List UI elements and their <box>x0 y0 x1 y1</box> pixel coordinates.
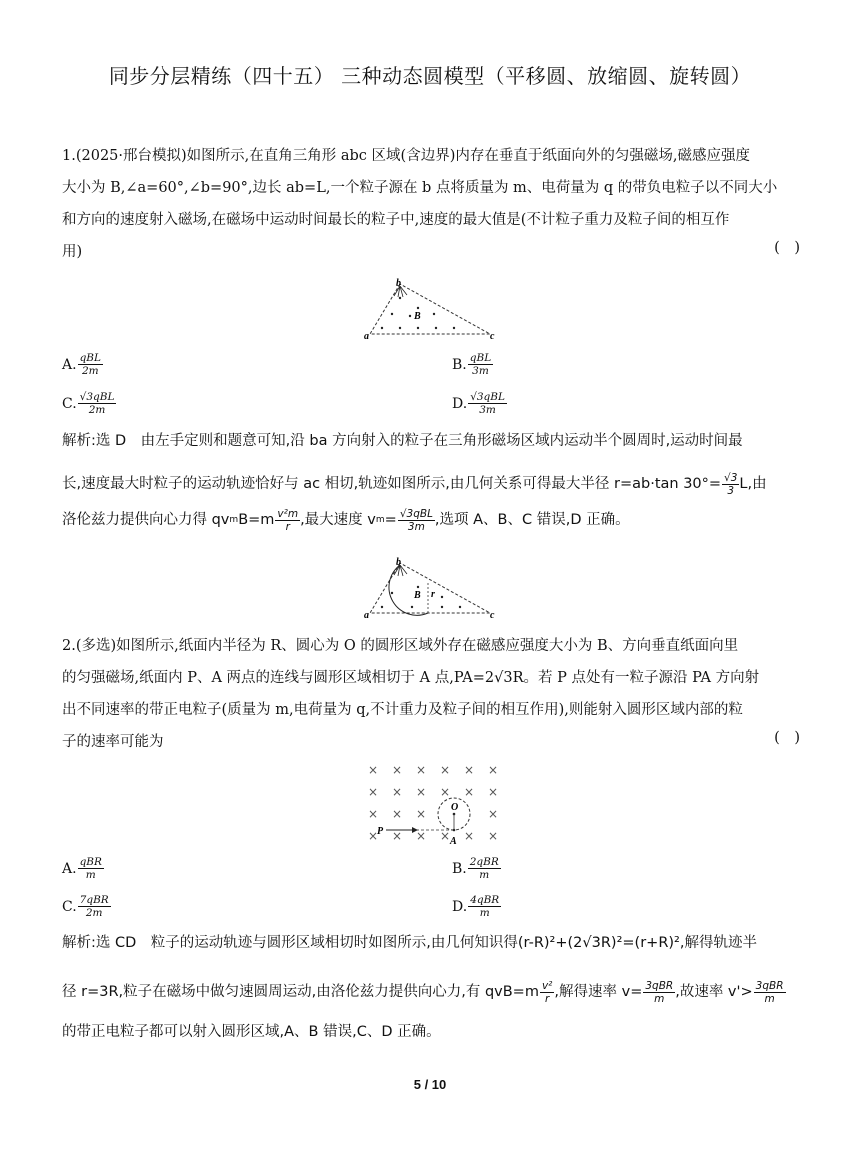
option-fraction <box>78 856 104 881</box>
q1-line-3: 和方向的速度射入磁场,在磁场中运动时间最长的粒子中,速度的最大值是(不计粒子重力及粒子间的相互作 <box>62 212 730 228</box>
q2-answer-bracket: ( ) <box>774 730 800 746</box>
text-run: 洛伦兹力提供向心力得 qv <box>62 512 230 528</box>
frac-num: qBR <box>79 856 102 868</box>
q1a-fig-label-a: a <box>364 610 369 621</box>
frac-num: 3qBR <box>645 979 674 992</box>
frac-num: v² <box>541 979 553 992</box>
q2-stem <box>62 630 800 758</box>
text-run: B=m <box>238 512 275 528</box>
option-fraction <box>78 894 111 919</box>
frac-den: m <box>85 869 96 881</box>
field-cross-mark: × <box>440 763 451 777</box>
page-number: 5 / 10 <box>413 1077 447 1092</box>
field-cross-mark: × <box>488 763 499 777</box>
field-cross-mark: × <box>392 785 403 799</box>
frac-num: √3qBL <box>470 391 505 403</box>
q2-line-1: 2.(多选)如图所示,纸面内半径为 R、圆心为 O 的圆形区域外存在磁感应强度大小为 B、方向垂直纸面向里 <box>62 638 739 654</box>
option-fraction <box>468 391 507 416</box>
q2-option-c[interactable] <box>62 894 111 919</box>
frac-den: m <box>479 907 490 919</box>
q2-option-d[interactable] <box>452 894 501 919</box>
field-cross-mark: × <box>416 785 427 799</box>
fraction <box>398 508 435 533</box>
q1-fig-label-c: c <box>490 331 495 342</box>
q1-line-1: 1.(2025·邢台模拟)如图所示,在直角三角形 abc 区域(含边界)内存在垂直于纸面向外的匀强磁场,磁感应强度 <box>62 148 750 164</box>
frac-num: √3qBL <box>399 507 433 520</box>
field-cross-mark: × <box>368 829 379 843</box>
frac-num: 4qBR <box>470 894 500 906</box>
option-letter: D. <box>452 898 468 915</box>
subscript: m <box>375 515 385 525</box>
field-cross-mark: × <box>488 829 499 843</box>
option-fraction <box>78 352 103 377</box>
q1a-fig-label-B: B <box>414 590 421 601</box>
option-letter: D. <box>452 395 468 412</box>
field-cross-mark: × <box>464 829 475 843</box>
q2-analysis <box>62 932 802 1052</box>
q2-analysis-line-3: 的带正电粒子都可以射入圆形区域,A、B 错误,C、D 正确。 <box>62 1024 441 1040</box>
field-cross-mark: × <box>464 763 475 777</box>
q2-line-4: 子的速率可能为 <box>62 734 164 750</box>
text-run: ,选项 A、B、C 错误,D 正确。 <box>434 512 630 528</box>
frac-num: √3qBL <box>79 391 115 403</box>
q1-option-a[interactable] <box>62 352 103 377</box>
field-cross-mark: × <box>368 763 379 777</box>
q2-analysis-line-1: 解析:选 CD 粒子的运动轨迹与圆形区域相切时如图所示,由几何知识得(r-R)²+(2√3R)²=(r+R)²,解得轨迹半 <box>62 935 757 951</box>
q1-option-d[interactable] <box>452 391 507 416</box>
field-cross-mark: × <box>368 785 379 799</box>
text-run: L,由 <box>739 476 767 492</box>
subscript: m <box>229 515 239 525</box>
frac-den: 2m <box>88 404 106 416</box>
q1-fig-label-b: b <box>396 278 401 289</box>
frac-den: 2m <box>81 365 99 377</box>
q1-line-2: 大小为 B,∠a=60°,∠b=90°,边长 ab=L,一个粒子源在 b 点将质量为 m、电荷量为 q 的带负电粒子以不同大小 <box>62 180 778 196</box>
field-cross-mark: × <box>440 829 451 843</box>
q1-fig-label-B: B <box>414 311 421 322</box>
text-run: 长,速度最大时粒子的运动轨迹恰好与 ac 相切,轨迹如图所示,由几何关系可得最大半径 r=ab·tan 30°= <box>62 476 722 492</box>
fraction <box>275 508 300 533</box>
fraction <box>754 980 786 1005</box>
q1-analysis-figure <box>362 557 502 621</box>
field-cross-mark: × <box>416 829 427 843</box>
q2-line-3: 出不同速率的带正电粒子(质量为 m,电荷量为 q,不计重力及粒子间的相互作用),则能射入圆形区域内部的粒 <box>62 702 743 718</box>
frac-den: r <box>285 520 290 533</box>
option-letter: C. <box>62 395 77 412</box>
frac-den: 3 <box>727 484 735 497</box>
q1a-fig-label-r: r <box>431 589 435 600</box>
field-cross-mark: × <box>488 807 499 821</box>
q2-figure-circle-field <box>362 760 502 850</box>
fraction <box>722 472 739 497</box>
q2-analysis-line-2 <box>62 972 802 1012</box>
frac-den: m <box>479 869 490 881</box>
field-cross-mark: × <box>392 763 403 777</box>
frac-den: 3m <box>479 404 496 416</box>
q1-stem <box>62 140 800 268</box>
frac-den: r <box>545 992 550 1005</box>
frac-num: qBL <box>469 352 492 364</box>
q1-analysis-line-2 <box>62 466 802 502</box>
text-run: 径 r=3R,粒子在磁场中做匀速圆周运动,由洛伦兹力提供向心力,有 qvB=m <box>62 984 539 1000</box>
field-cross-mark: × <box>392 829 403 843</box>
frac-den: 2m <box>85 907 103 919</box>
frac-num: 7qBR <box>79 894 109 906</box>
frac-num: 3qBR <box>755 979 784 992</box>
option-letter: A. <box>62 860 77 877</box>
fraction <box>643 980 675 1005</box>
option-letter: A. <box>62 356 77 373</box>
q2-fig-label-P: P <box>377 826 384 837</box>
q2-fig-label-A: A <box>450 836 457 847</box>
text-run: = <box>384 512 397 528</box>
text-run: ,故速率 v'> <box>675 984 753 1000</box>
frac-den: m <box>764 992 775 1005</box>
option-letter: B. <box>452 860 467 877</box>
option-fraction <box>468 352 493 377</box>
option-letter: C. <box>62 898 77 915</box>
field-cross-mark: × <box>416 807 427 821</box>
q1-option-c[interactable] <box>62 391 116 416</box>
q1-line-4: 用) <box>62 244 83 260</box>
frac-den: m <box>654 992 665 1005</box>
field-cross-mark: × <box>368 807 379 821</box>
text-run: ,解得速率 v= <box>554 984 643 1000</box>
field-cross-mark: × <box>464 785 475 799</box>
q1-answer-bracket: ( ) <box>774 240 800 256</box>
frac-num: v²m <box>277 507 299 520</box>
frac-num: √3 <box>724 471 738 484</box>
frac-den: 3m <box>407 520 425 533</box>
q1-analysis <box>62 430 802 538</box>
q2-fig-label-O: O <box>451 802 459 813</box>
frac-den: 3m <box>472 365 489 377</box>
q1-analysis-line-3 <box>62 502 802 538</box>
option-fraction <box>468 856 501 881</box>
option-fraction <box>468 894 501 919</box>
q2-option-b[interactable] <box>452 856 501 881</box>
frac-num: 2qBR <box>469 856 499 868</box>
fraction <box>540 980 554 1005</box>
q2-line-2: 的匀强磁场,纸面内 P、A 两点的连线与圆形区域相切于 A 点,PA=2√3R。若 P 点处有一粒子源沿 PA 方向射 <box>62 670 760 686</box>
frac-num: qBL <box>79 352 101 364</box>
q1-fig-label-a: a <box>364 331 369 342</box>
q1a-fig-label-c: c <box>490 610 495 621</box>
q1-figure-triangle <box>362 278 502 342</box>
field-cross-mark: × <box>416 763 427 777</box>
field-cross-mark: × <box>392 807 403 821</box>
q1-analysis-line-1: 解析:选 D 由左手定则和题意可知,沿 ba 方向射入的粒子在三角形磁场区域内运动半个圆周时,运动时间最 <box>62 433 743 449</box>
q1-option-b[interactable] <box>452 352 493 377</box>
field-cross-mark: × <box>488 785 499 799</box>
q1a-fig-label-b: b <box>396 557 401 568</box>
q2-option-a[interactable] <box>62 856 104 881</box>
field-cross-mark: × <box>440 785 451 799</box>
page-title: 同步分层精练（四十五） 三种动态圆模型（平移圆、放缩圆、旋转圆） <box>108 64 752 88</box>
option-letter: B. <box>452 356 467 373</box>
option-fraction <box>78 391 117 416</box>
text-run: ,最大速度 v <box>300 512 376 528</box>
